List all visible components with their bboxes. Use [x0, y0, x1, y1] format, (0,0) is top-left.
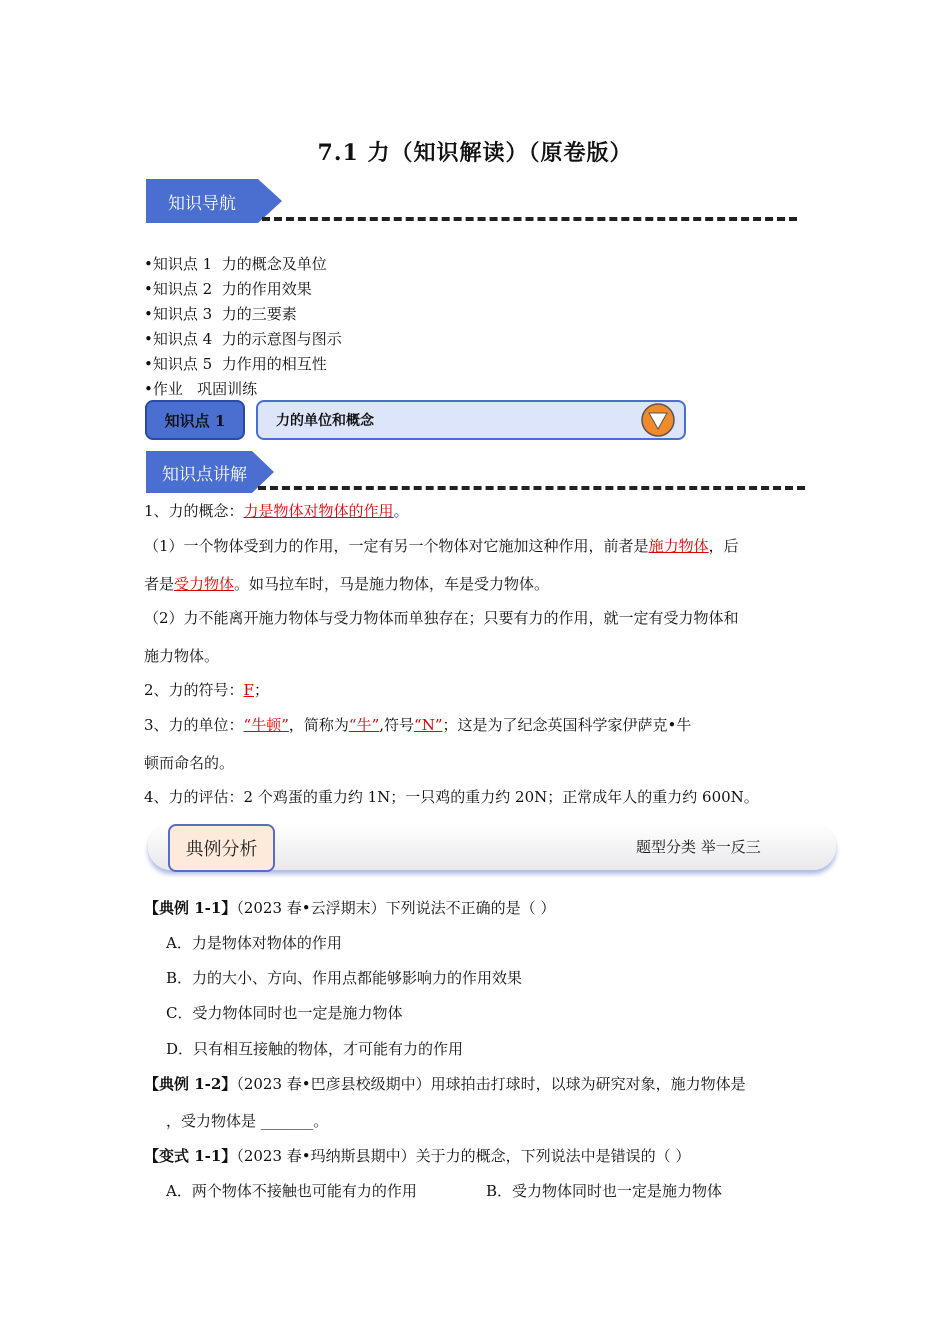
key-term: “牛”: [348, 716, 380, 734]
question: 【典例 1-2】（2023 春•巴彦县校级期中）用球拍击打球时，以球为研究对象，施力物体是: [144, 1075, 746, 1093]
nav-item[interactable]: •知识点 5 力作用的相互性: [144, 355, 327, 373]
key-term: 力是物体对物体的作用: [243, 502, 394, 520]
explain-tag-label: 知识点讲解: [162, 464, 247, 485]
paragraph: 者是受力物体。如马拉车时，马是施力物体，车是受力物体。: [144, 575, 550, 593]
kp-title-bar: [256, 400, 686, 440]
chevron-down-icon[interactable]: [641, 403, 675, 437]
option[interactable]: B．受力物体同时也一定是施力物体: [486, 1182, 723, 1200]
question: 【典例 1-1】（2023 春•云浮期末）下列说法不正确的是（ ）: [144, 899, 556, 917]
key-term: F: [243, 681, 254, 699]
paragraph: （1）一个物体受到力的作用，一定有另一个物体对它施加这种作用，前者是施力物体，后: [144, 537, 739, 555]
nav-item[interactable]: •作业 巩固训练: [144, 380, 258, 398]
question: 【变式 1-1】（2023 春•玛纳斯县期中）关于力的概念，下列说法中是错误的（ ）: [144, 1147, 691, 1165]
nav-item[interactable]: •知识点 2 力的作用效果: [144, 280, 312, 298]
paragraph: 施力物体。: [144, 647, 220, 665]
option[interactable]: C．受力物体同时也一定是施力物体: [166, 1004, 403, 1022]
question-tag: 【典例 1-2】: [144, 1075, 237, 1093]
kp-label-box: 知识点 1: [145, 400, 245, 440]
paragraph: 3、力的单位：“牛顿”，简称为“牛”,符号“N”；这是为了纪念英国科学家伊萨克•牛: [144, 716, 692, 734]
option[interactable]: A．两个物体不接触也可能有力的作用: [166, 1182, 417, 1200]
explain-divider: [258, 486, 805, 490]
kp-title: 力的单位和概念: [276, 413, 374, 429]
key-term: “N”: [414, 716, 443, 734]
question-tag: 【典例 1-1】: [144, 899, 237, 917]
nav-list: [144, 252, 342, 402]
key-term: 施力物体: [648, 537, 709, 555]
nav-item[interactable]: •知识点 1 力的概念及单位: [144, 255, 327, 273]
nav-tag-label: 知识导航: [168, 193, 236, 214]
key-term: “牛顿”: [243, 716, 289, 734]
example-subtitle: 题型分类 举一反三: [636, 838, 761, 856]
example-tag: 典例分析: [168, 824, 275, 872]
nav-item[interactable]: •知识点 3 力的三要素: [144, 305, 297, 323]
nav-divider: [262, 217, 797, 221]
nav-item[interactable]: •知识点 4 力的示意图与图示: [144, 330, 342, 348]
paragraph: 2、力的符号：F；: [144, 681, 269, 699]
paragraph: 1、力的概念：力是物体对物体的作用。: [144, 502, 409, 520]
question-line: ，受力物体是 _______。: [166, 1112, 329, 1130]
paragraph: 顿而命名的。: [144, 754, 235, 772]
option[interactable]: D．只有相互接触的物体，才可能有力的作用: [166, 1040, 464, 1058]
question-tag: 【变式 1-1】: [144, 1147, 237, 1165]
paragraph: 4、力的评估：2 个鸡蛋的重力约 1N；一只鸡的重力约 20N；正常成年人的重力约 600N。: [144, 788, 759, 806]
key-term: 受力物体: [174, 575, 235, 593]
option[interactable]: A．力是物体对物体的作用: [166, 934, 342, 952]
paragraph: （2）力不能离开施力物体与受力物体而单独存在；只要有力的作用，就一定有受力物体和: [144, 609, 739, 627]
page-title: 7.1 力（知识解读）（原卷版）: [317, 140, 633, 166]
option[interactable]: B．力的大小、方向、作用点都能够影响力的作用效果: [166, 969, 523, 987]
